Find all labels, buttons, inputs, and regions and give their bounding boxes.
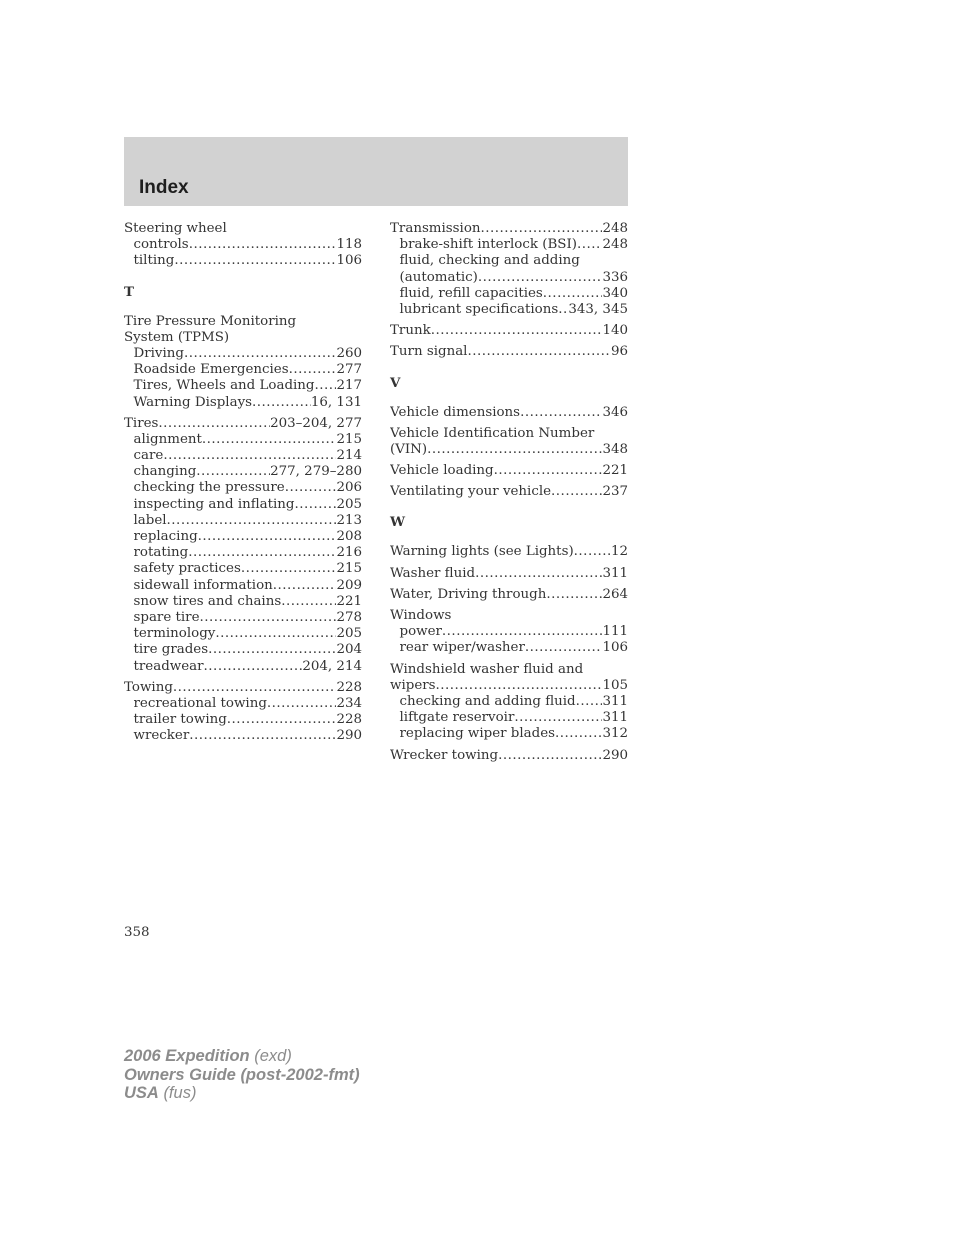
- page-reference: 12: [610, 544, 628, 560]
- index-subentry: [390, 270, 628, 286]
- index-subentry: [124, 659, 362, 675]
- entry-label: Wrecker towing: [390, 747, 499, 763]
- index-subentry: [390, 726, 628, 742]
- entry-label: Turn signal: [390, 344, 468, 360]
- page-reference: 248: [602, 221, 628, 236]
- index-subentry: [390, 710, 628, 726]
- index-entry: [124, 416, 362, 432]
- dot-leader: [431, 323, 603, 339]
- page-reference: 260: [336, 345, 362, 361]
- page-number: 358: [124, 925, 150, 940]
- dot-leader: [478, 270, 603, 286]
- dot-leader: [273, 578, 337, 594]
- page-reference: 216: [336, 545, 362, 561]
- entry-label: (VIN): [390, 441, 428, 457]
- index-entry: [390, 566, 628, 582]
- dot-leader: [215, 626, 336, 642]
- dot-leader: [267, 696, 337, 712]
- dot-leader: [208, 642, 336, 658]
- index-subentry: [124, 529, 362, 545]
- index-entry: [390, 426, 628, 442]
- entry-label: tilting: [133, 253, 175, 269]
- page-reference: 278: [336, 609, 362, 625]
- page-reference: 340: [602, 285, 628, 301]
- index-subentry: [124, 237, 362, 253]
- entry-label: alignment: [133, 431, 202, 447]
- index-column-right: [390, 221, 628, 764]
- page-reference: 348: [602, 441, 628, 457]
- entry-label: Vehicle dimensions: [390, 404, 521, 420]
- section-title: Index: [139, 177, 189, 198]
- dot-leader: [543, 286, 603, 302]
- entry-label: rear wiper/washer: [399, 640, 525, 656]
- dot-leader: [436, 678, 603, 694]
- entry-label: rotating: [133, 545, 189, 561]
- dot-leader: [467, 344, 610, 360]
- page-reference: 264: [602, 586, 628, 602]
- entry-label: Windshield washer fluid and: [390, 661, 584, 677]
- index-subentry: [390, 237, 628, 253]
- dot-leader: [200, 610, 337, 626]
- index-subentry: [124, 561, 362, 577]
- entry-label: safety practices: [133, 561, 241, 577]
- index-entry: [124, 314, 362, 330]
- index-entry: [390, 544, 628, 560]
- dot-leader: [158, 416, 270, 432]
- entry-label: care: [133, 448, 164, 464]
- entry-label: lubricant specifications: [399, 301, 559, 317]
- index-column-left: [124, 221, 362, 744]
- page-reference: 277: [336, 362, 362, 378]
- entry-label: fluid, checking and adding: [399, 253, 580, 269]
- index-subentry: [124, 594, 362, 610]
- index-letter-heading: W: [390, 514, 406, 531]
- page-reference: 16, 131: [310, 394, 362, 410]
- dot-leader: [494, 463, 603, 479]
- entry-label: Vehicle loading: [390, 463, 494, 479]
- dot-leader: [514, 710, 602, 726]
- entry-label: trailer towing: [133, 712, 227, 728]
- entry-label: Tires: [124, 415, 159, 431]
- index-subentry: [124, 696, 362, 712]
- index-entry: [124, 680, 362, 696]
- index-subentry: [124, 497, 362, 513]
- index-entry: [390, 662, 628, 678]
- index-subentry: [390, 678, 628, 694]
- page-reference: 118: [336, 237, 362, 253]
- index-entry: [390, 323, 628, 339]
- dot-leader: [546, 587, 602, 603]
- index-entry: [124, 221, 362, 237]
- dot-leader: [252, 395, 311, 411]
- page-reference: 111: [602, 624, 628, 640]
- page-reference: 204: [336, 642, 362, 658]
- index-subentry: [390, 442, 628, 458]
- entry-label: Water, Driving through: [390, 586, 547, 602]
- dot-leader: [551, 484, 602, 500]
- index-entry: [390, 484, 628, 500]
- page-reference: 228: [336, 712, 362, 728]
- page-reference: 204, 214: [302, 658, 362, 674]
- entry-label: Trunk: [390, 323, 431, 339]
- index-subentry: [124, 728, 362, 744]
- page-reference: 96: [610, 344, 628, 360]
- entry-label: changing: [133, 464, 197, 480]
- entry-label: inspecting and inflating: [133, 496, 295, 512]
- index-entry: [390, 463, 628, 479]
- dot-leader: [442, 624, 603, 640]
- index-subentry: [124, 610, 362, 626]
- page-reference: 208: [336, 529, 362, 544]
- index-subentry: [124, 545, 362, 561]
- entry-label: Warning lights (see Lights): [390, 544, 574, 560]
- dot-leader: [315, 378, 337, 394]
- index-subentry: [124, 395, 362, 411]
- index-entry: [390, 587, 628, 603]
- entry-label: Tire Pressure Monitoring: [124, 313, 297, 329]
- page-reference: 221: [336, 593, 362, 609]
- entry-label: treadwear: [133, 658, 204, 674]
- index-subentry: [390, 694, 628, 710]
- page-reference: 312: [602, 726, 628, 742]
- page-reference: 311: [602, 565, 628, 581]
- dot-leader: [481, 221, 603, 237]
- page-reference: 343, 345: [568, 301, 628, 317]
- index-subentry: [124, 432, 362, 448]
- entry-label: terminology: [133, 626, 216, 642]
- dot-leader: [189, 728, 336, 744]
- footer-line-1: 2006 Expedition (exd): [124, 1047, 292, 1065]
- dot-leader: [189, 237, 337, 253]
- index-subentry: [124, 253, 362, 269]
- entry-label: System (TPMS): [124, 329, 230, 345]
- index-subentry: [124, 578, 362, 594]
- index-subentry: [390, 640, 628, 656]
- entry-label: Tires, Wheels and Loading: [133, 378, 315, 394]
- dot-leader: [289, 362, 337, 378]
- entry-label: label: [133, 512, 167, 528]
- dot-leader: [427, 442, 602, 458]
- dot-leader: [498, 748, 602, 764]
- entry-label: Driving: [133, 345, 184, 361]
- page-reference: 234: [336, 695, 362, 711]
- entry-label: liftgate reservoir: [399, 710, 515, 726]
- index-entry: [390, 221, 628, 237]
- dot-leader: [285, 480, 337, 496]
- dot-leader: [475, 566, 602, 582]
- index-subentry: [124, 480, 362, 496]
- index-letter-heading: T: [124, 283, 134, 300]
- entry-label: Warning Displays: [133, 394, 253, 410]
- dot-leader: [576, 694, 603, 710]
- entry-label: recreational towing: [133, 695, 267, 711]
- dot-leader: [167, 513, 337, 529]
- page-reference: 213: [336, 512, 362, 528]
- index-entry: [390, 344, 628, 360]
- entry-label: Roadside Emergencies: [133, 362, 289, 378]
- entry-label: Steering wheel: [124, 221, 227, 236]
- page-reference: 215: [336, 431, 362, 447]
- page-reference: 237: [602, 484, 628, 500]
- entry-label: wrecker: [133, 728, 190, 744]
- index-subentry: [390, 286, 628, 302]
- page-reference: 105: [602, 677, 628, 693]
- entry-label: power: [399, 624, 442, 640]
- index-subentry: [124, 513, 362, 529]
- page-reference: 248: [602, 237, 628, 253]
- dot-leader: [525, 640, 603, 656]
- index-entry: [390, 405, 628, 421]
- dot-leader: [198, 529, 337, 545]
- page-reference: 277, 279–280: [270, 464, 362, 480]
- page-reference: 221: [602, 463, 628, 479]
- entry-label: fluid, refill capacities: [399, 285, 543, 301]
- entry-label: replacing wiper blades: [399, 726, 556, 742]
- dot-leader: [555, 726, 602, 742]
- dot-leader: [184, 346, 336, 362]
- index-entry: [390, 748, 628, 764]
- dot-leader: [577, 237, 602, 253]
- entry-label: replacing: [133, 529, 198, 544]
- page-reference: 140: [602, 323, 628, 339]
- index-subentry: [124, 362, 362, 378]
- dot-leader: [558, 302, 568, 318]
- dot-leader: [520, 405, 602, 421]
- entry-label: sidewall information: [133, 577, 273, 593]
- page-reference: 217: [336, 378, 362, 394]
- entry-label: controls: [133, 237, 189, 253]
- entry-label: Ventilating your vehicle: [390, 484, 552, 500]
- page-reference: 206: [336, 480, 362, 496]
- index-subentry: [124, 712, 362, 728]
- entry-label: checking and adding fluid: [399, 693, 576, 709]
- page-reference: 290: [602, 747, 628, 763]
- entry-label: brake-shift interlock (BSI): [399, 237, 577, 253]
- footer-line-2: Owners Guide (post-2002-fmt): [124, 1065, 360, 1084]
- page-reference: 290: [336, 728, 362, 744]
- dot-leader: [227, 712, 337, 728]
- entry-label: tire grades: [133, 642, 209, 658]
- dot-leader: [188, 545, 336, 561]
- dot-leader: [241, 561, 337, 577]
- index-subentry: [124, 378, 362, 394]
- dot-leader: [295, 497, 337, 513]
- index-entry: [390, 608, 628, 624]
- page-reference: 205: [336, 626, 362, 642]
- entry-label: (automatic): [399, 269, 478, 285]
- index-letter-heading: V: [390, 374, 401, 391]
- index-subentry: [124, 448, 362, 464]
- dot-leader: [163, 448, 336, 464]
- entry-label: spare tire: [133, 609, 200, 625]
- index-subentry: [390, 253, 628, 269]
- page-reference: 215: [336, 561, 362, 577]
- index-subentry: [124, 464, 362, 480]
- index-subentry: [390, 302, 628, 318]
- dot-leader: [174, 253, 336, 269]
- page-reference: 228: [336, 679, 362, 695]
- dot-leader: [202, 432, 337, 448]
- dot-leader: [204, 659, 303, 675]
- dot-leader: [281, 594, 336, 610]
- section-header: [124, 137, 628, 206]
- index-subentry: [390, 624, 628, 640]
- page-reference: 346: [602, 404, 628, 420]
- entry-label: Windows: [390, 608, 452, 623]
- index-subentry: [124, 642, 362, 658]
- dot-leader: [196, 464, 270, 480]
- page-reference: 106: [336, 253, 362, 269]
- entry-label: Vehicle Identification Number: [390, 425, 595, 441]
- entry-label: checking the pressure: [133, 480, 285, 496]
- entry-label: Transmission: [390, 221, 481, 236]
- dot-leader: [173, 680, 337, 696]
- page-reference: 203–204, 277: [270, 415, 362, 431]
- entry-label: wipers: [390, 677, 436, 693]
- footer-line-3: USA (fus): [124, 1084, 197, 1102]
- entry-label: Towing: [124, 679, 173, 695]
- page-reference: 214: [336, 448, 362, 464]
- page-reference: 205: [336, 496, 362, 512]
- entry-label: Washer fluid: [390, 565, 476, 581]
- index-subentry: [124, 626, 362, 642]
- page-reference: 336: [602, 269, 628, 285]
- entry-label: snow tires and chains: [133, 593, 282, 609]
- page-reference: 209: [336, 577, 362, 593]
- index-subentry: [124, 330, 362, 346]
- dot-leader: [574, 544, 611, 560]
- page-reference: 106: [602, 640, 628, 656]
- page-reference: 311: [602, 693, 628, 709]
- index-subentry: [124, 346, 362, 362]
- document-footer: [124, 1047, 360, 1103]
- page-reference: 311: [602, 710, 628, 726]
